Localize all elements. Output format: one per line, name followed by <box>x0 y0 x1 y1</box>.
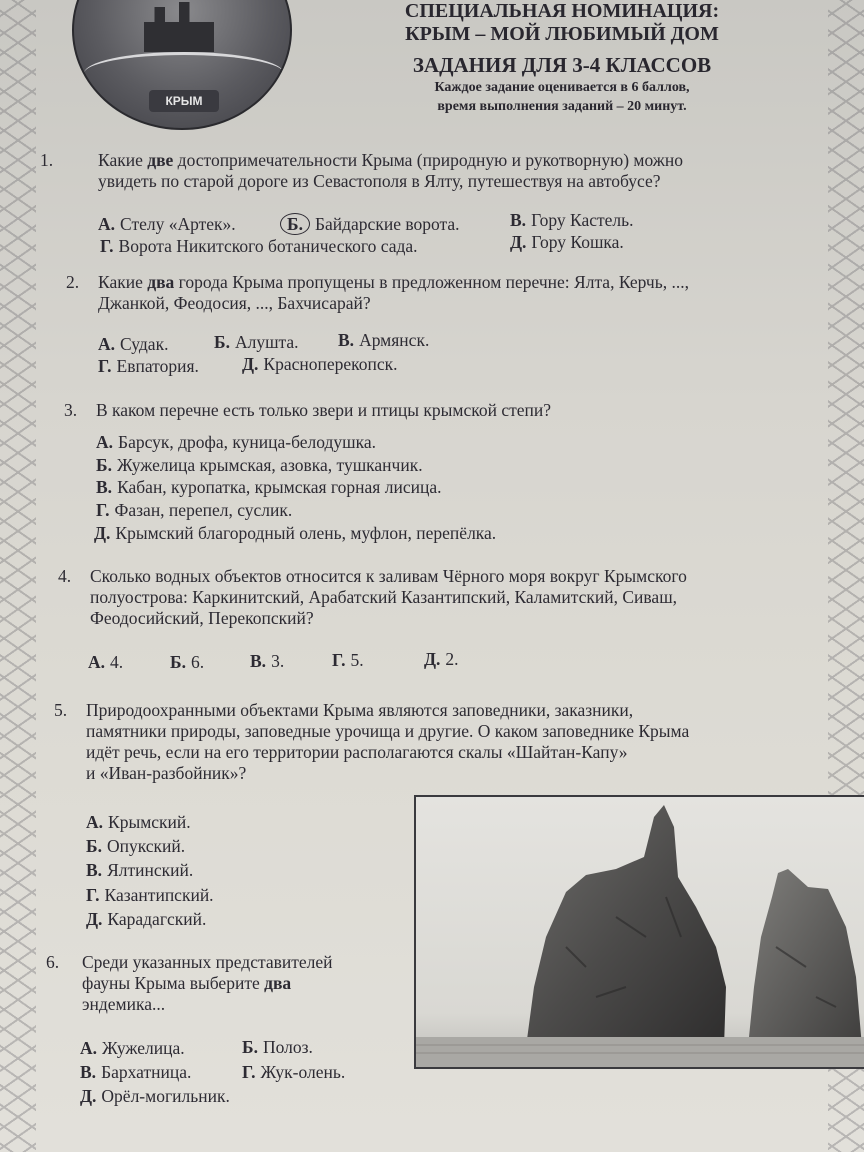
option-5g[interactable]: Г. Казантипский. <box>86 885 214 905</box>
question-text-line: памятники природы, заповедные урочища и другие. О каком заповеднике Крыма <box>86 721 690 741</box>
option-6b[interactable]: Б. Полоз. <box>242 1037 313 1057</box>
question-number: 1. <box>40 150 54 170</box>
question-text-line: Джанкой, Феодосия, ..., Бахчисарай? <box>98 293 371 313</box>
option-4v[interactable]: В. 3. <box>250 651 285 671</box>
question-number: 4. <box>58 566 72 586</box>
option-1v[interactable]: В. Гору Кастель. <box>510 210 634 230</box>
question-text-line: увидеть по старой дороге из Севастополя в Ялту, путешествуя на автобусе? <box>98 171 661 191</box>
option-5v[interactable]: В. Ялтинский. <box>86 860 194 880</box>
sea-surface <box>416 1037 864 1067</box>
option-2g[interactable]: Г. Евпатория. <box>98 356 199 376</box>
question-number: 2. <box>66 272 80 292</box>
question-3 <box>40 400 800 422</box>
selected-answer-circle: Б. <box>280 213 310 235</box>
question-text-line: Природоохранными объектами Крыма являются заповедники, заказники, <box>86 700 634 720</box>
question-text-line: Сколько водных объектов относится к заливам Чёрного моря вокруг Крымского <box>90 566 687 586</box>
option-6g[interactable]: Г. Жук-олень. <box>242 1062 346 1082</box>
question-number: 3. <box>64 400 78 420</box>
option-5b[interactable]: Б. Опукский. <box>86 836 186 856</box>
question-number: 6. <box>46 952 60 972</box>
rock-large-left <box>526 805 726 1047</box>
option-5a[interactable]: А. Крымский. <box>86 812 191 832</box>
rock-formation-photo <box>414 795 864 1069</box>
option-6d[interactable]: Д. Орёл-могильник. <box>80 1086 230 1106</box>
header-title: КРЫМ – МОЙ ЛЮБИМЫЙ ДОМ <box>405 23 719 45</box>
option-1b-selected[interactable]: Б. Байдарские ворота. <box>286 214 460 235</box>
question-2 <box>40 272 820 318</box>
question-text-line: Среди указанных представителей <box>82 952 333 972</box>
question-text-line: и «Иван-разбойник»? <box>86 763 247 783</box>
option-2v[interactable]: В. Армянск. <box>338 330 430 350</box>
header-grade: ЗАДАНИЯ ДЛЯ 3-4 КЛАССОВ <box>412 53 712 77</box>
question-text-line: идёт речь, если на его территории располагаются скалы «Шайтан-Капу» <box>86 742 628 762</box>
option-4g[interactable]: Г. 5. <box>332 650 364 670</box>
option-2d[interactable]: Д. Красноперекопск. <box>242 354 398 374</box>
option-1a[interactable]: А. Стелу «Артек». <box>98 214 236 234</box>
option-3g[interactable]: Г. Фазан, перепел, суслик. <box>96 500 293 520</box>
option-3d[interactable]: Д. Крымский благородный олень, муфлон, перепёлка. <box>94 523 497 543</box>
option-2b[interactable]: Б. Алушта. <box>214 332 299 352</box>
option-1g[interactable]: Г. Ворота Никитского ботанического сада. <box>100 236 418 256</box>
option-6v[interactable]: В. Бархатница. <box>80 1062 192 1082</box>
question-text-line: фауны Крыма выберите два <box>82 973 292 993</box>
question-text-part: Какие <box>98 150 148 170</box>
option-3a[interactable]: А. Барсук, дрофа, куница-белодушка. <box>96 432 377 452</box>
option-4b[interactable]: Б. 6. <box>170 652 205 672</box>
header-scoring-note: Каждое задание оценивается в 6 баллов, <box>434 80 690 95</box>
option-5d[interactable]: Д. Карадагский. <box>86 909 207 929</box>
question-number: 5. <box>54 700 68 720</box>
logo-ribbon-label: КРЫМ <box>149 90 219 112</box>
option-2a[interactable]: А. Судак. <box>98 334 169 354</box>
option-4a[interactable]: А. 4. <box>88 652 124 672</box>
option-6a[interactable]: А. Жужелица. <box>80 1038 185 1058</box>
question-text-line: Феодосийский, Перекопский? <box>90 608 314 628</box>
question-text-line: Какие два города Крыма пропущены в предложенном перечне: Ялта, Керчь, ..., <box>98 272 689 292</box>
question-text-line: эндемика... <box>82 994 166 1014</box>
option-1d[interactable]: Д. Гору Кошка. <box>510 232 624 252</box>
question-text-line: полуострова: Каркинитский, Арабатский Казантипский, Каламитский, Сиваш, <box>90 587 678 607</box>
rock-right <box>748 869 862 1047</box>
question-5 <box>40 700 860 790</box>
header-nomination: СПЕЦИАЛЬНАЯ НОМИНАЦИЯ: <box>404 0 720 22</box>
header-time-note: время выполнения заданий – 20 минут. <box>437 99 687 114</box>
question-4 <box>40 566 840 634</box>
option-4d[interactable]: Д. 2. <box>424 649 459 669</box>
option-3v[interactable]: В. Кабан, куропатка, крымская горная лисица. <box>96 477 442 497</box>
option-3b[interactable]: Б. Жужелица крымская, азовка, тушканчик. <box>96 455 423 475</box>
question-text-line: В каком перечне есть только звери и птицы крымской степи? <box>96 400 551 420</box>
question-emphasis: две <box>147 150 174 170</box>
question-1 <box>40 150 800 196</box>
question-text-line: Какие две достопримечательности Крыма (природную и рукотворную) можно <box>98 150 684 170</box>
rocks-illustration <box>416 797 864 1067</box>
question-6 <box>40 952 400 1020</box>
